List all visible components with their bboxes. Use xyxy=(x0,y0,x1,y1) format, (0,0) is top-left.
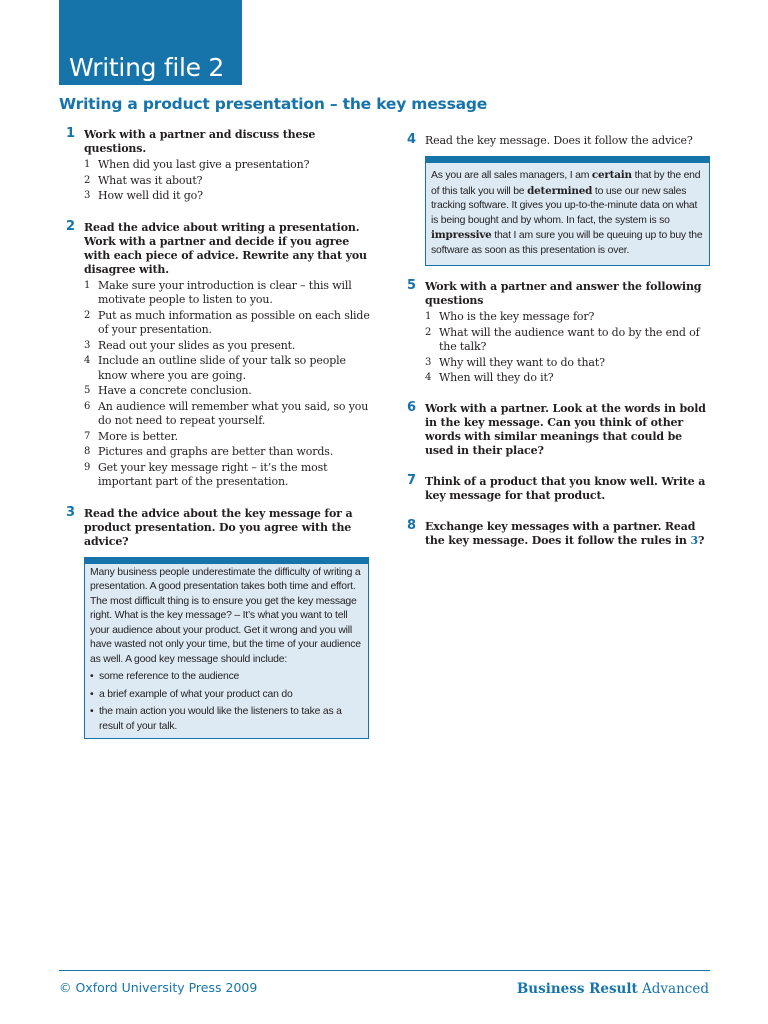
book-title: Business Result Advanced xyxy=(516,981,709,997)
task-instruction: Read the advice about the key message for a product presentation. Do you agree with the advice? xyxy=(84,506,353,548)
advice-list xyxy=(84,279,374,490)
task-number: 1 xyxy=(66,126,76,141)
task-instruction: Read the advice about writing a presentation. Work with a partner and decide if you agree with each piece of advice. Rewrite any that you disagree with. xyxy=(84,220,367,276)
advice-bullet: • some reference to the audience xyxy=(90,670,362,685)
task-7 xyxy=(400,472,712,503)
task-2 xyxy=(59,218,374,490)
question-list xyxy=(425,310,712,386)
list-item: 2 What was it about? xyxy=(84,173,203,187)
task-number: 2 xyxy=(66,218,76,234)
list-item: 6 An audience will remember what you said, so you do not need to repeat yourself. xyxy=(84,399,369,427)
task-3 xyxy=(59,504,374,740)
task-instruction: Think of a product that you know well. Write a key message for that product. xyxy=(425,474,706,502)
list-item: 1 Make sure your introduction is clear – this will motivate people to listen to you. xyxy=(84,278,352,306)
list-item: 2 Put as much information as possible on each slide of your presentation. xyxy=(84,308,370,336)
page-subtitle: Writing a product presentation – the key message xyxy=(59,95,488,113)
task-number: 6 xyxy=(407,399,417,415)
list-item: 2 What will the audience want to do by the end of the talk? xyxy=(425,325,700,353)
task-instruction: Work with a partner and answer the following questions xyxy=(425,280,702,307)
list-item: 5 Have a concrete conclusion. xyxy=(84,384,252,397)
list-item: 3 Why will they want to do that? xyxy=(425,355,605,369)
list-item: 1 When did you last give a presentation? xyxy=(84,158,310,171)
list-item: 1 Who is the key message for? xyxy=(425,310,595,323)
task-reference: 3 xyxy=(690,533,698,547)
page-title: Writing file 2 xyxy=(69,53,224,82)
task-8 xyxy=(400,517,712,548)
task-1 xyxy=(59,128,374,204)
task-4 xyxy=(400,134,712,266)
list-item: 8 Pictures and graphs are better than words. xyxy=(84,445,334,458)
task-number: 5 xyxy=(407,278,417,293)
list-item: 4 Include an outline slide of your talk so people know where you are going. xyxy=(84,354,346,382)
advice-bullet: • a brief example of what your product can do xyxy=(90,688,362,703)
task-number: 7 xyxy=(407,472,417,488)
copyright: © Oxford University Press 2009 xyxy=(59,980,258,995)
list-item: 7 More is better. xyxy=(84,429,179,443)
task-number: 8 xyxy=(407,517,417,533)
advice-box xyxy=(84,557,369,740)
bold-word: impressive xyxy=(431,229,492,241)
advice-bullet: • the main action you would like the listeners to take as a result of your talk. xyxy=(90,705,362,734)
task-instruction: Work with a partner. Look at the words in bold in the key message. Can you think of other words with similar meanings that could be used in their place? xyxy=(425,401,706,457)
bold-word: determined xyxy=(527,184,593,197)
bold-word: certain xyxy=(591,169,632,181)
task-number: 3 xyxy=(66,504,76,520)
key-message-box: As you are all sales managers, I am certain that by the end of this talk you will be determined to use our new sales tracking software. It gives you up-to-the-minute data on what is being bought and by whom. In fact, the system is so impressive that I am sure you will be queuing up to buy the software as soon as this presentation is over. xyxy=(425,156,710,266)
task-5 xyxy=(400,280,712,386)
left-column xyxy=(59,128,374,739)
task-instruction: Read the key message. Does it follow the advice? xyxy=(425,134,693,147)
list-item: 3 How well did it go? xyxy=(84,189,203,202)
right-column xyxy=(400,134,712,548)
task-number: 4 xyxy=(407,132,417,147)
task-instruction: Exchange key messages with a partner. Read the key message. Does it follow the rules in 3? xyxy=(425,519,705,547)
task-6 xyxy=(400,399,712,458)
title-block xyxy=(59,0,242,85)
list-item: 9 Get your key message right – it’s the most important part of the presentation. xyxy=(84,460,328,488)
footer-divider xyxy=(59,970,710,971)
advice-box-text: Many business people underestimate the difficulty of writing a presentation. A good presentation takes both time and effort. The most difficult thing is to ensure you get the key message right. What is the key message? – It’s what you want to tell your audience about your product. Get it wrong and you will have wasted not only your time, but the time of your audience as well. A good key message should include: xyxy=(90,566,361,665)
list-item: 4 When will they do it? xyxy=(425,371,554,384)
question-list xyxy=(84,158,374,204)
list-item: 3 Read out your slides as you present. xyxy=(84,338,296,352)
task-instruction: Work with a partner and discuss these questions. xyxy=(84,128,316,155)
